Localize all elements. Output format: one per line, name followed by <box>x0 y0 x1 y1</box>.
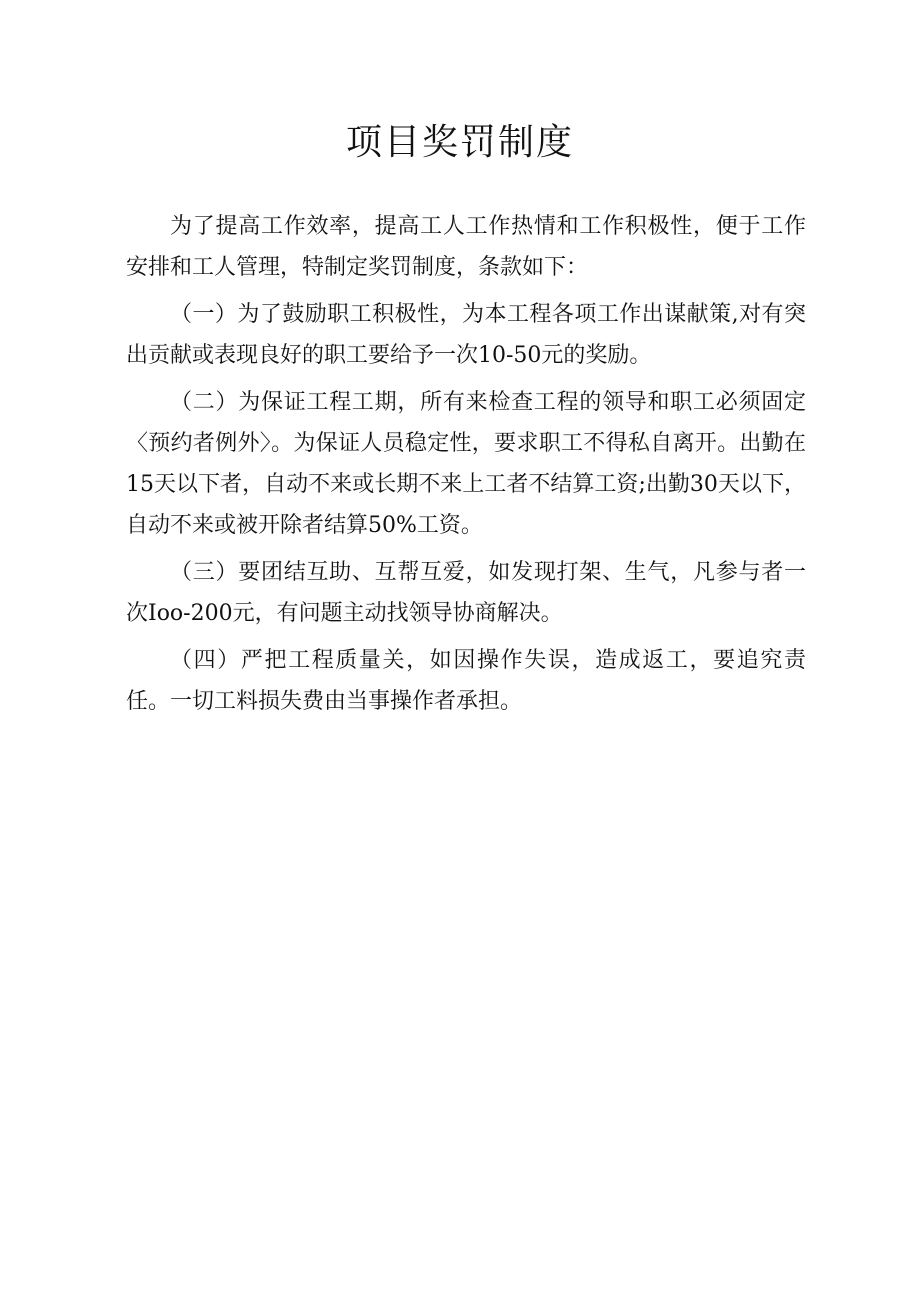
clause-1-paragraph: （一）为了鼓励职工积极性，为本工程各项工作出谋献策,对有突出贡献或表现良好的职工要给予一次10-50元的奖励。 <box>126 302 806 368</box>
clause-3-paragraph: （三）要团结互助、互帮互爱，如发现打架、生气，凡参与者一次Ioo-200元，有问题主动找领导协商解决。 <box>126 560 806 626</box>
document-body <box>126 206 806 728</box>
clause-4-paragraph: （四）严把工程质量关，如因操作失误，造成返工，要追究责任。一切工料损失费由当事操作者承担。 <box>126 648 806 714</box>
intro-paragraph: 为了提高工作效率，提高工人工作热情和工作积极性，便于工作安排和工人管理，特制定奖罚制度，条款如下： <box>126 214 806 280</box>
document-title: 项目奖罚制度 <box>345 122 574 163</box>
clause-2-paragraph: （二）为保证工程工期，所有来检查工程的领导和职工必须固定〈预约者例外〉。为保证人员稳定性，要求职工不得私自离开。出勤在15天以下者，自动不来或长期不来上工者不结算工资;出勤30天以下，自动不来或被开除者结算50%工资。 <box>126 390 806 538</box>
